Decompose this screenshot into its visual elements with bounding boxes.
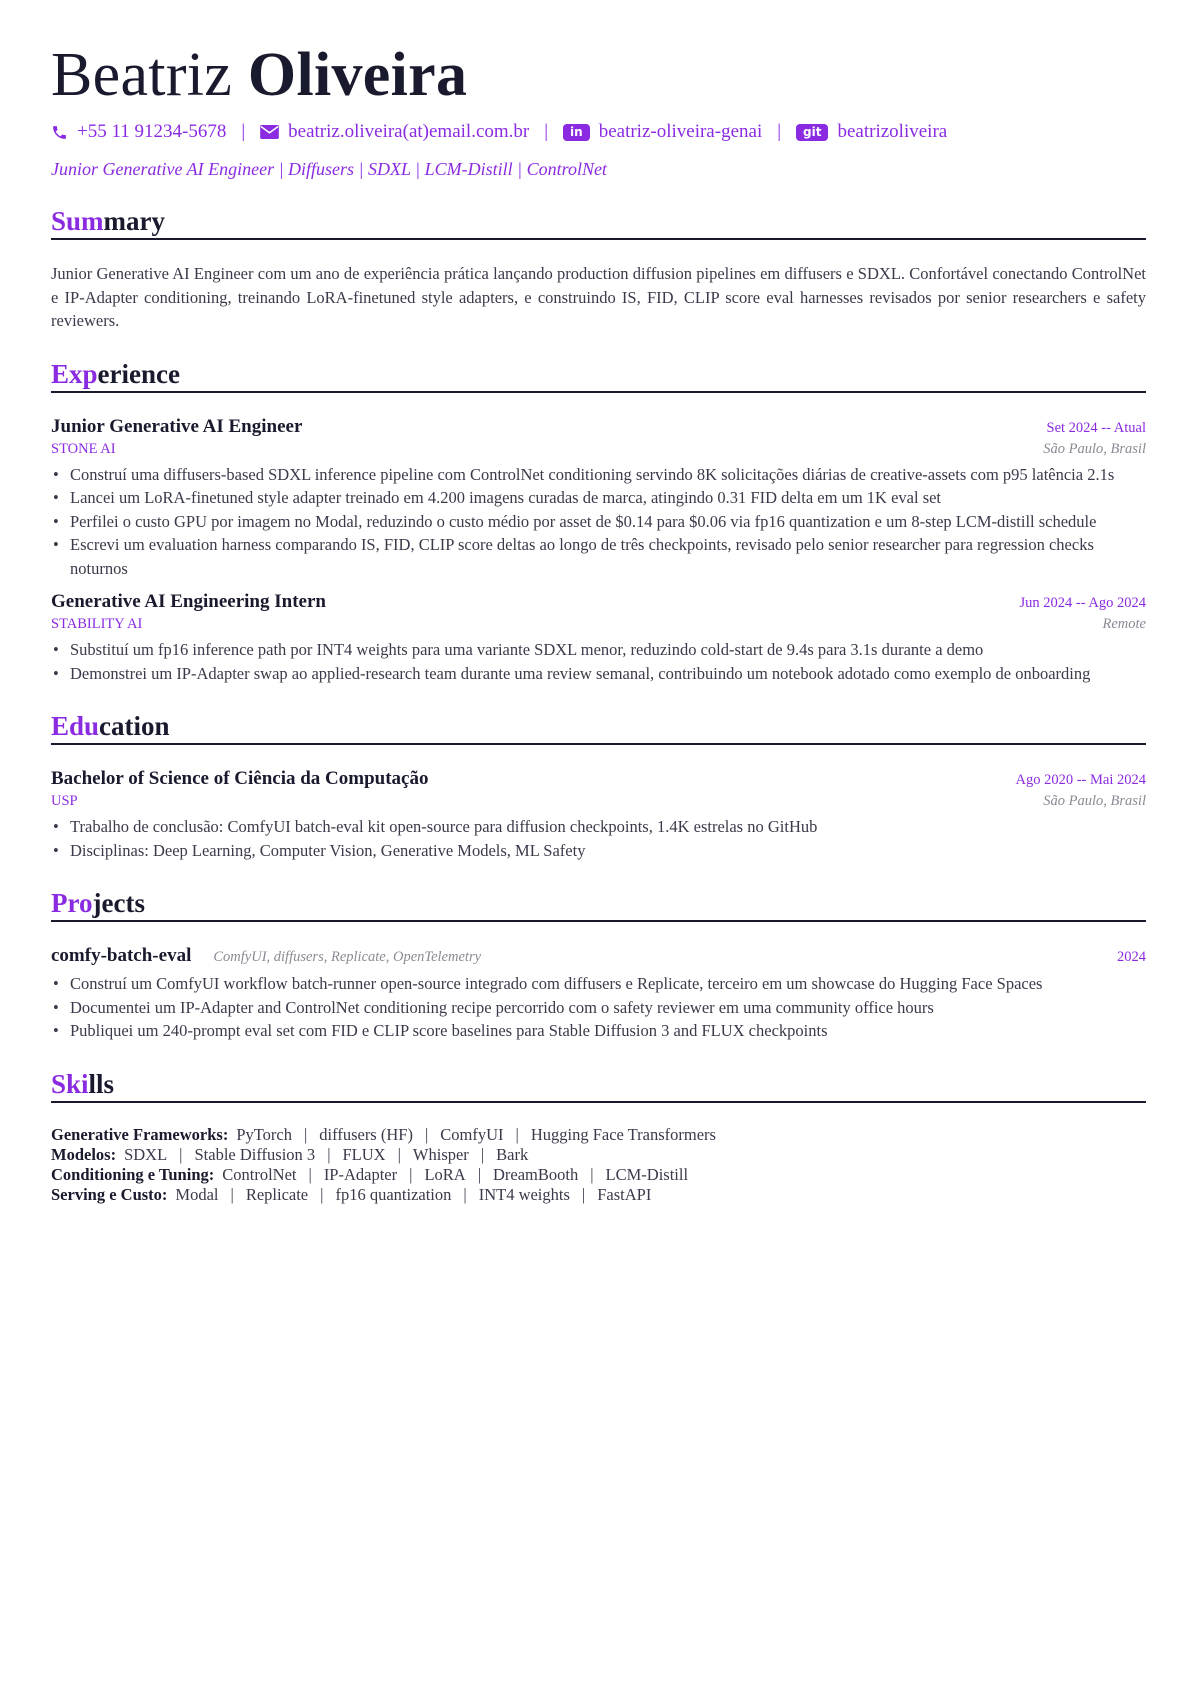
- job-title: Generative AI Engineering Intern: [51, 591, 326, 612]
- skill-separator: |: [230, 1184, 234, 1204]
- list-item: • Lancei um LoRA-finetuned style adapter treinado em 4.200 imagens curadas de marca, atingindo 0.31 FID delta em um 1K eval set: [51, 486, 1146, 510]
- list-item: • Trabalho de conclusão: ComfyUI batch-eval kit open-source para diffusion checkpoints, 1.4K estrelas no GitHub: [51, 815, 1146, 839]
- contact-line: [51, 120, 1146, 144]
- skill-separator: |: [320, 1184, 324, 1204]
- skill-separator: |: [480, 1144, 485, 1164]
- list-item: • Publiquei um 240-prompt eval set com FID e CLIP score baselines para Stable Diffusion 3 and FLUX checkpoints: [51, 1019, 1146, 1043]
- skills-list: [51, 1125, 1146, 1205]
- experience-section: [51, 359, 1146, 686]
- experience-entry: [51, 590, 1146, 685]
- contact-separator: |: [241, 121, 246, 142]
- summary-section: [51, 206, 1146, 333]
- list-item: • Escrevi um evaluation harness comparando IS, FID, CLIP score deltas ao longo de três checkpoints, revisado pelo senior researcher para regression checks noturnos: [51, 533, 1146, 580]
- skill-separator: |: [308, 1164, 312, 1184]
- email-contact[interactable]: [260, 120, 529, 144]
- project-tech: ComfyUI, diffusers, Replicate, OpenTelemetry: [213, 949, 482, 965]
- company-name: STABILITY AI: [51, 616, 143, 632]
- skill-row: [51, 1165, 1146, 1185]
- skill-separator: |: [409, 1164, 413, 1184]
- skill-item: INT4 weights: [478, 1184, 570, 1204]
- skill-item: DreamBooth: [493, 1164, 579, 1184]
- git-icon: git: [796, 124, 828, 141]
- skill-item: Stable Diffusion 3: [194, 1144, 316, 1164]
- skill-separator: |: [397, 1144, 401, 1164]
- section-title: Skills: [51, 1069, 1146, 1103]
- skill-category: Generative Frameworks:: [51, 1124, 229, 1144]
- job-location: Remote: [1102, 616, 1146, 632]
- skill-item: Hugging Face Transformers: [530, 1124, 716, 1144]
- linkedin-text: beatriz-oliveira-genai: [598, 121, 763, 142]
- school-name: USP: [51, 793, 78, 809]
- first-name: Beatriz: [51, 41, 233, 109]
- skill-category: Modelos:: [51, 1144, 117, 1164]
- skill-separator: |: [515, 1124, 519, 1144]
- section-title: Projects: [51, 888, 1146, 922]
- bullet-list: [51, 638, 1146, 685]
- skill-separator: |: [424, 1124, 429, 1144]
- skill-item: diffusers (HF): [319, 1124, 413, 1144]
- list-item: • Disciplinas: Deep Learning, Computer Vision, Generative Models, ML Safety: [51, 839, 1146, 863]
- projects-section: [51, 888, 1146, 1043]
- skill-item: ControlNet: [222, 1164, 297, 1184]
- envelope-icon: [260, 125, 279, 139]
- bullet-list: [51, 463, 1146, 581]
- job-title: Junior Generative AI Engineer: [51, 415, 303, 437]
- skill-item: IP-Adapter: [323, 1164, 398, 1184]
- phone-text: +55 11 91234-5678: [77, 121, 227, 142]
- contact-separator: |: [777, 121, 782, 142]
- phone-contact[interactable]: [51, 120, 226, 144]
- skill-separator: |: [463, 1184, 467, 1204]
- skill-separator: |: [590, 1164, 594, 1184]
- skill-separator: |: [327, 1144, 331, 1164]
- linkedin-contact[interactable]: [563, 120, 762, 144]
- skill-item: LoRA: [424, 1164, 466, 1184]
- job-date: Set 2024 -- Atual: [1046, 419, 1146, 436]
- list-item: • Construí um ComfyUI workflow batch-runner open-source integrado com diffusers e Replicate, terceiro em um showcase do Hugging Face Spaces: [51, 972, 1146, 996]
- skills-section: [51, 1069, 1146, 1205]
- last-name: Oliveira: [247, 41, 468, 109]
- experience-entry: [51, 415, 1146, 581]
- skill-row: [51, 1145, 1146, 1165]
- headline-tagline: Junior Generative AI Engineer | Diffusers | SDXL | LCM-Distill | ControlNet: [51, 159, 607, 179]
- email-text: beatriz.oliveira(at)email.com.br: [288, 121, 530, 142]
- skill-category: Serving e Custo:: [51, 1184, 168, 1204]
- linkedin-icon: in: [563, 124, 590, 141]
- skill-item: fp16 quantization: [335, 1184, 452, 1204]
- resume-page: [51, 38, 1146, 1205]
- skill-item: Bark: [496, 1144, 529, 1164]
- project-title: comfy-batch-eval: [51, 945, 192, 966]
- bullet-list: [51, 972, 1146, 1043]
- list-item: • Documentei um IP-Adapter and ControlNet conditioning recipe percorrido com o safety reviewer em uma community office hours: [51, 996, 1146, 1020]
- skill-item: Replicate: [245, 1184, 309, 1204]
- list-item: • Substituí um fp16 inference path por INT4 weights para uma variante SDXL menor, reduzindo cold-start de 9.4s para 3.1s durante a demo: [51, 638, 1146, 662]
- skill-item: SDXL: [124, 1144, 168, 1164]
- skill-item: PyTorch: [236, 1124, 292, 1144]
- skill-category: Conditioning e Tuning:: [51, 1164, 215, 1184]
- list-item: • Demonstrei um IP-Adapter swap ao applied-research team durante uma review semanal, contribuindo um notebook adotado como exemplo de onboarding: [51, 662, 1146, 686]
- list-item: • Perfilei o custo GPU por imagem no Modal, reduzindo o custo médio por asset de $0.14 para $0.06 via fp16 quantization e um 8-step LCM-distill schedule: [51, 510, 1146, 534]
- bullet-list: [51, 815, 1146, 862]
- skill-item: Whisper: [412, 1144, 469, 1164]
- school-location: São Paulo, Brasil: [1043, 793, 1146, 809]
- education-entry: [51, 767, 1146, 862]
- skill-row: [51, 1185, 1146, 1205]
- list-item: • Construí uma diffusers-based SDXL inference pipeline com ControlNet conditioning servindo 8K solicitações diárias de creative-assets com p95 latência 2.1s: [51, 463, 1146, 487]
- skill-item: Modal: [175, 1184, 219, 1204]
- contact-separator: |: [544, 121, 549, 142]
- job-location: São Paulo, Brasil: [1043, 440, 1146, 457]
- candidate-name: [51, 38, 1146, 112]
- skill-item: ComfyUI: [440, 1124, 504, 1144]
- skill-item: LCM-Distill: [605, 1164, 689, 1184]
- section-title: Education: [51, 711, 1146, 745]
- skill-row: [51, 1125, 1146, 1145]
- skill-separator: |: [179, 1144, 183, 1164]
- skill-item: FastAPI: [597, 1184, 652, 1204]
- job-date: Jun 2024 -- Ago 2024: [1019, 595, 1146, 611]
- degree-title: Bachelor of Science of Ciência da Computação: [51, 768, 429, 789]
- project-date: 2024: [1117, 949, 1146, 965]
- github-contact[interactable]: [796, 120, 947, 144]
- company-name: STONE AI: [51, 440, 116, 457]
- section-title: Summary: [51, 206, 1146, 240]
- phone-icon: [51, 124, 68, 141]
- skill-separator: |: [581, 1184, 586, 1204]
- education-section: [51, 711, 1146, 862]
- education-date: Ago 2020 -- Mai 2024: [1015, 772, 1146, 788]
- project-entry: [51, 944, 1146, 1043]
- skill-separator: |: [303, 1124, 308, 1144]
- summary-text: Junior Generative AI Engineer com um ano de experiência prática lançando production diffusion pipelines em diffusers e SDXL. Confortável conectando ControlNet e IP-Adapter conditioning, treinando LoRA-finetuned style adapters, e construindo IS, FID, CLIP score eval harnesses revisados por senior researchers e safety reviewers.: [51, 264, 1146, 330]
- skill-separator: |: [477, 1164, 481, 1184]
- section-title: Experience: [51, 359, 1146, 393]
- github-text: beatrizoliveira: [837, 121, 948, 142]
- skill-item: FLUX: [342, 1144, 386, 1164]
